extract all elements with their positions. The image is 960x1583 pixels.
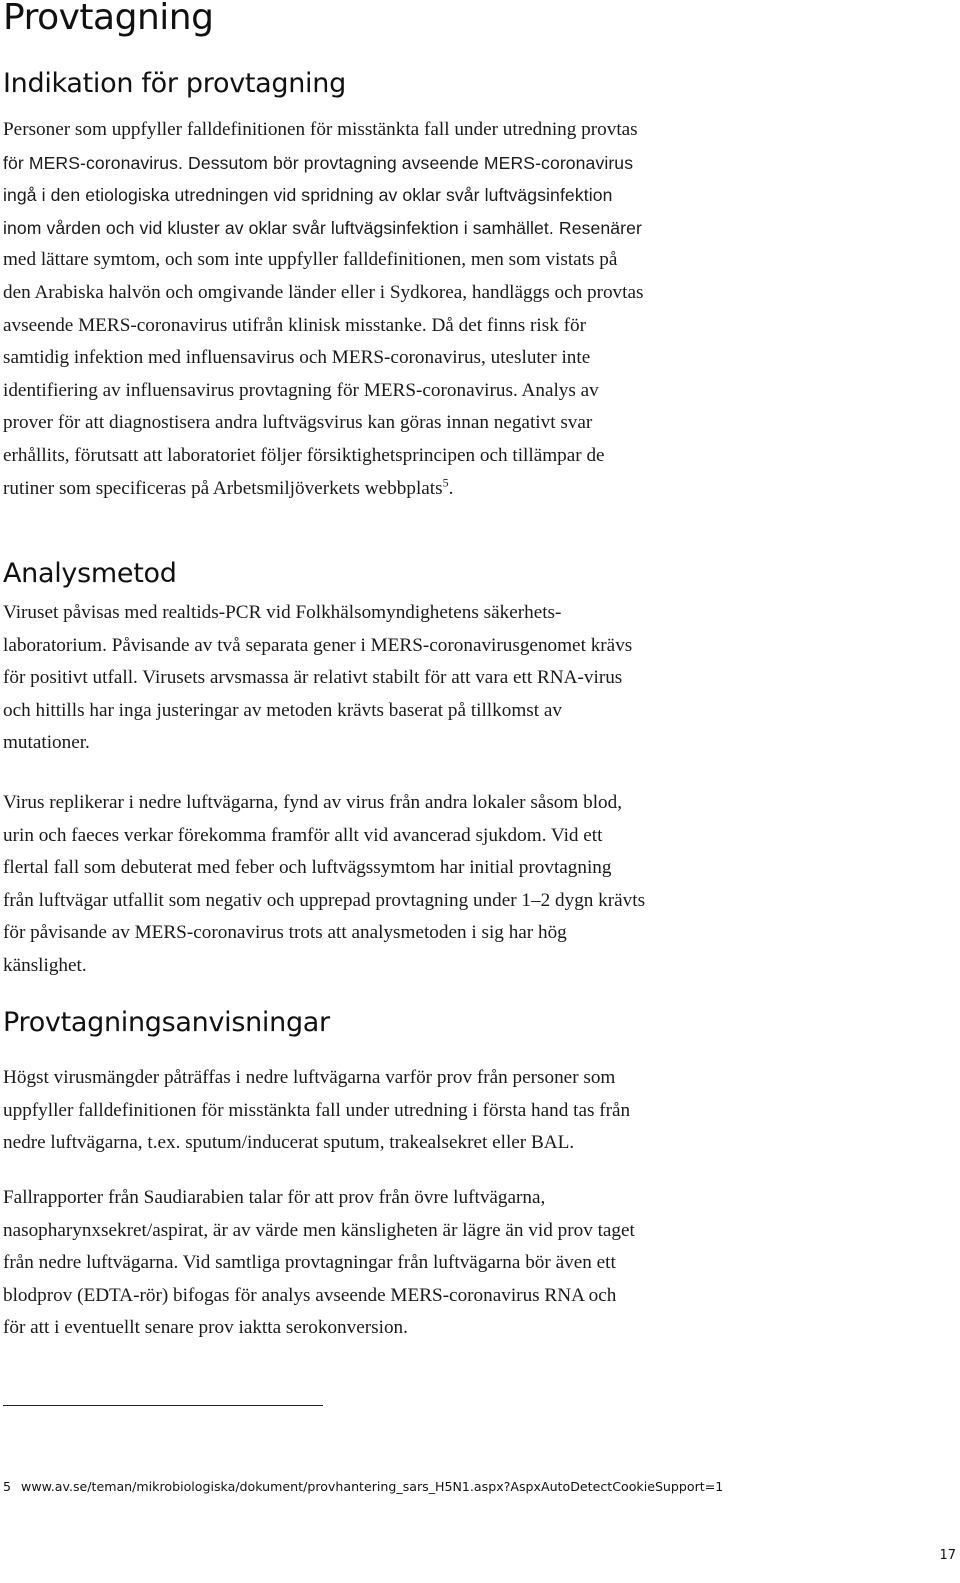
text-line: känslighet. [3, 954, 87, 976]
page-number: 17 [939, 1548, 956, 1563]
text-line: inom vården och vid kluster av oklar svår luftvägsinfektion i samhället. Resenärer [3, 217, 642, 238]
section-heading-indikation: Indikation för provtagning [3, 68, 346, 99]
text-line: Högst virusmängder påträffas i nedre luftvägarna varför prov från personer som [3, 1067, 616, 1088]
text-line: Virus replikerar i nedre luftvägarna, fynd av virus från andra lokaler såsom blod, [3, 792, 623, 813]
analysmetod-paragraph-2 [3, 787, 813, 983]
text-line-with-footnote [3, 473, 813, 506]
text-line: ingå i den etiologiska utredningen vid spridning av oklar svår luftvägsinfektion [3, 185, 613, 206]
footnote-reference[interactable]: 5 [442, 475, 449, 490]
text-line: nasopharynxsekret/aspirat, är av värde men känsligheten är lägre än vid prov taget [3, 1219, 635, 1241]
text-line: Viruset påvisas med realtids-PCR vid Folkhälsomyndighetens säkerhets- [3, 602, 562, 623]
text-line: uppfyller falldefinitionen för misstänkta fall under utredning i första hand tas från [3, 1099, 631, 1121]
text-line: Fallrapporter från Saudiarabien talar för att prov från övre luftvägarna, [3, 1187, 546, 1208]
text-line: för påvisande av MERS-coronavirus trots att analysmetoden i sig har hög [3, 922, 567, 944]
text-line: avseende MERS-coronavirus utifrån klinisk misstanke. Då det finns risk för [3, 314, 586, 336]
text-line: för MERS-coronavirus. Dessutom bör provtagning avseende MERS-coronavirus [3, 152, 634, 173]
text-line: för att i eventuellt senare prov iaktta serokonversion. [3, 1317, 408, 1339]
page-title: Provtagning [3, 0, 214, 38]
text-line: för positivt utfall. Virusets arvsmassa är relativt stabilt för att vara ett RNA-virus [3, 667, 623, 689]
section-heading-anvisningar: Provtagningsanvisningar [3, 1007, 330, 1038]
text-line: från luftvägar utfallit som negativ och upprepad provtagning under 1–2 dygn krävts [3, 889, 646, 911]
text-line: från nedre luftvägarna. Vid samtliga provtagningar från luftvägarna bör även ett [3, 1252, 616, 1274]
text-line: flertal fall som debuterat med feber och luftvägssymtom har initial provtagning [3, 857, 612, 879]
anvisningar-paragraph-2 [3, 1182, 813, 1345]
footnote-divider [3, 1405, 323, 1406]
text-line: identifiering av influensavirus provtagning för MERS-coronavirus. Analys av [3, 379, 599, 401]
section-heading-analysmetod: Analysmetod [3, 558, 177, 589]
text-line: mutationer. [3, 732, 90, 754]
text-line: prover för att diagnostisera andra luftvägsvirus kan göras innan negativt svar [3, 412, 593, 434]
text-line: och hittills har inga justeringar av metoden krävts baserat på tillkomst av [3, 699, 562, 721]
indikation-paragraph [3, 114, 813, 505]
text-line: urin och faeces verkar förekomma framför allt vid avancerad sjukdom. Vid ett [3, 824, 603, 846]
text-line: med lättare symtom, och som inte uppfyller falldefinitionen, men som vistats på [3, 249, 618, 271]
anvisningar-paragraph-1 [3, 1062, 813, 1160]
text-line: Personer som uppfyller falldefinitionen för misstänkta fall under utredning provtas [3, 119, 638, 140]
text-line: rutiner som specificeras på Arbetsmiljöverkets webbplats [3, 477, 443, 499]
text-line: blodprov (EDTA-rör) bifogas för analys avseende MERS-coronavirus RNA och [3, 1284, 617, 1306]
text-line: nedre luftvägarna, t.ex. sputum/inducerat sputum, trakealsekret eller BAL. [3, 1132, 575, 1154]
text-line: den Arabiska halvön och omgivande länder eller i Sydkorea, handläggs och provtas [3, 281, 644, 303]
footnote-link[interactable]: www.av.se/teman/mikrobiologiska/dokument/provhantering_sars_H5N1.aspx?AspxAutoDetectCookieSupport=1 [21, 1479, 724, 1494]
text-line: laboratorium. Påvisande av två separata gener i MERS-coronavirusgenomet krävs [3, 634, 633, 656]
footnote-number: 5 [3, 1479, 12, 1494]
document-page [3, 0, 958, 1583]
text-line: samtidig infektion med influensavirus och MERS-coronavirus, utesluter inte [3, 347, 591, 369]
sentence-end: . [448, 477, 454, 499]
footnote [3, 1478, 723, 1496]
text-line: erhållits, förutsatt att laboratoriet följer försiktighetsprincipen och tillämpar de [3, 444, 605, 466]
analysmetod-paragraph-1 [3, 597, 813, 760]
